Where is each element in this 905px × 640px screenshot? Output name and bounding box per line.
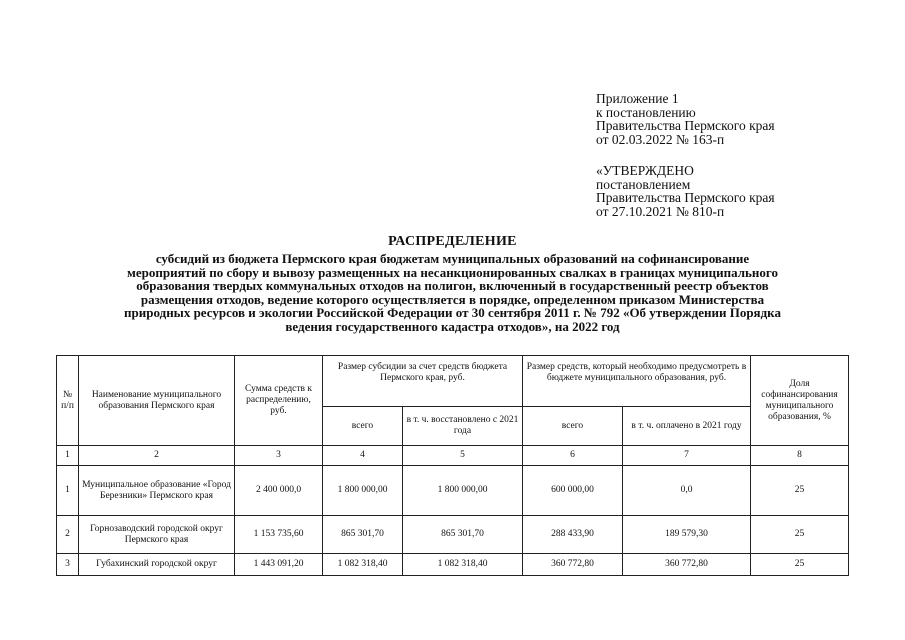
column-number: 3	[235, 446, 323, 466]
row-name: Губахинский городской округ	[79, 554, 235, 576]
row-share: 25	[751, 466, 849, 516]
approved-line: «УТВЕРЖДЕНО	[596, 163, 694, 178]
approved-line: от 27.10.2021 № 810-п	[596, 203, 725, 219]
subtitle-line: мероприятий по сбору и вывозу размещенных на несанкционированных свалках в границах муниципального	[127, 264, 778, 280]
approved-line: постановлением	[596, 176, 691, 192]
table-row	[57, 466, 849, 516]
row-funds-total: 288 433,90	[523, 516, 623, 554]
document-subtitle	[0, 252, 905, 334]
distribution-table	[56, 355, 849, 576]
row-name: Муниципальное образование «Город Березники» Пермского края	[79, 466, 235, 516]
document-title: РАСПРЕДЕЛЕНИЕ	[388, 234, 517, 249]
column-number: 1	[57, 446, 79, 466]
header-share: Доля софинансирования муниципального образования, %	[751, 356, 849, 446]
column-numbers-row	[57, 446, 849, 466]
row-subsidy-total: 1 082 318,40	[323, 554, 403, 576]
header-subsidy-total: всего	[323, 407, 403, 446]
appendix-block	[596, 92, 775, 146]
column-number: 2	[79, 446, 235, 466]
row-subsidy-restored: 1 800 000,00	[403, 466, 523, 516]
row-funds-paid: 0,0	[623, 466, 751, 516]
row-subsidy-total: 865 301,70	[323, 516, 403, 554]
row-num: 1	[57, 466, 79, 516]
row-sum: 1 153 735,60	[235, 516, 323, 554]
header-sum: Сумма средств к распределению, руб.	[235, 356, 323, 446]
header-funds-total: всего	[523, 407, 623, 446]
table-row	[57, 516, 849, 554]
header-subsidy-restored: в т. ч. восстановлено с 2021 года	[403, 407, 523, 446]
row-subsidy-restored: 865 301,70	[403, 516, 523, 554]
subtitle-line: природных ресурсов и экологии Российской Федерации от 30 сентября 2011 г. № 792 «Об утверждении Порядка	[124, 305, 781, 321]
header-funds-paid: в т. ч. оплачено в 2021 году	[623, 407, 751, 446]
row-num: 3	[57, 554, 79, 576]
subtitle-line: образования твердых коммунальных отходов на полигон, включенный в государственный реестр объектов	[136, 278, 769, 294]
row-sum: 2 400 000,0	[235, 466, 323, 516]
row-funds-paid: 189 579,30	[623, 516, 751, 554]
row-num: 2	[57, 516, 79, 554]
column-number: 7	[623, 446, 751, 466]
row-funds-total: 600 000,00	[523, 466, 623, 516]
row-share: 25	[751, 554, 849, 576]
row-funds-total: 360 772,80	[523, 554, 623, 576]
header-subsidy-group: Размер субсидии за счет средств бюджета Пермского края, руб.	[323, 356, 523, 407]
row-sum: 1 443 091,20	[235, 554, 323, 576]
column-number: 4	[323, 446, 403, 466]
subtitle-line: ведения государственного кадастра отходов», на 2022 год	[285, 318, 620, 334]
appendix-line: от 02.03.2022 № 163-п	[596, 131, 725, 147]
row-subsidy-total: 1 800 000,00	[323, 466, 403, 516]
table-row	[57, 554, 849, 576]
header-name: Наименование муниципального образования Пермского края	[79, 356, 235, 446]
row-funds-paid: 360 772,80	[623, 554, 751, 576]
column-number: 6	[523, 446, 623, 466]
row-name: Горнозаводский городской округ Пермского края	[79, 516, 235, 554]
row-subsidy-restored: 1 082 318,40	[403, 554, 523, 576]
appendix-line: Правительства Пермского края	[596, 118, 775, 133]
approved-line: Правительства Пермского края	[596, 190, 775, 205]
subtitle-line: размещения отходов, ведение которого осуществляется в порядке, определенном приказом Министерства	[140, 291, 765, 307]
row-share: 25	[751, 516, 849, 554]
header-funds-group: Размер средств, который необходимо предусмотреть в бюджете муниципального образования, руб.	[523, 356, 751, 407]
column-number: 8	[751, 446, 849, 466]
header-num: № п/п	[57, 356, 79, 446]
subtitle-line: субсидий из бюджета Пермского края бюджетам муниципальных образований на софинансирование	[155, 251, 750, 266]
appendix-line: Приложение 1	[596, 91, 679, 106]
appendix-line: к постановлению	[596, 104, 696, 120]
approved-block	[596, 164, 775, 218]
table-header-row	[57, 356, 849, 407]
column-number: 5	[403, 446, 523, 466]
